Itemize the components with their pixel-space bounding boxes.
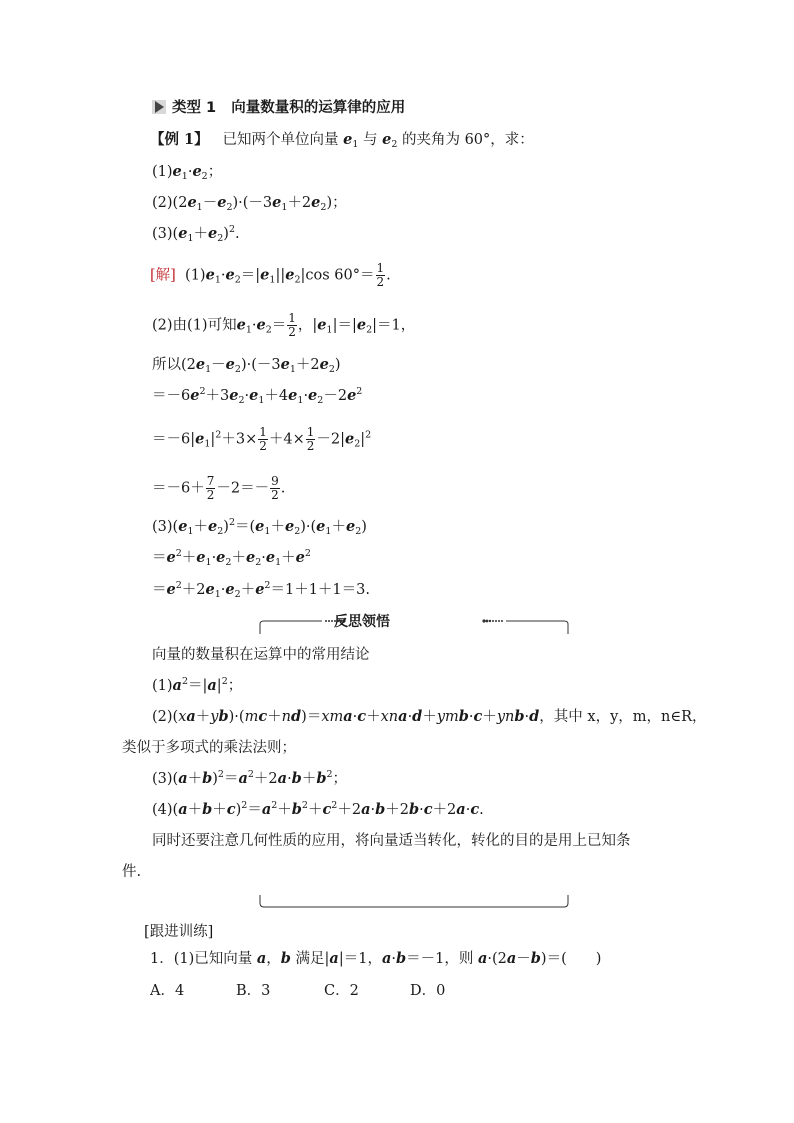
reflection-item-1: $(1)a^2=|a|^2$； bbox=[152, 676, 243, 694]
solution-expand-line: $=-6e^2+3e_2\cdot e_1+4e_1\cdot e_2-2e^2$ bbox=[152, 386, 363, 406]
practice-tag: [跟进训练] bbox=[144, 924, 214, 940]
reflection-title: 反思领悟 bbox=[334, 614, 390, 630]
example-item-1: $(1)e_1\cdot e_2$； bbox=[152, 163, 223, 182]
option-b: B．3 bbox=[236, 983, 271, 999]
reflection-note-line-1: 同时还要注意几何性质的应用，将向量适当转化，转化的目的是用上已知条 bbox=[152, 833, 631, 849]
example-question: 【例 1】 已知两个单位向量 $e_1$ 与 $e_2$ 的夹角为 60°，求： bbox=[150, 131, 534, 150]
practice-question: 1．(1)已知向量 a，b 满足|a|＝1，a·b＝－1，则 a·(2a－b)＝( ) bbox=[150, 950, 602, 967]
section-heading bbox=[152, 98, 405, 118]
option-c: C．2 bbox=[324, 983, 359, 999]
solution-substitute-line: $=-6|e_1|^2+3\times$ $\frac{1}{2}$ ＋4× $\frac{1}{2}$ $-2|e_2|^2$ bbox=[152, 425, 372, 453]
section-label: 类型 1 bbox=[172, 100, 217, 116]
answer-blank: ( ) bbox=[561, 951, 602, 967]
solution-result-line: ＝－6＋ $\frac{7}{2}$ －2＝－ $\frac{9}{2}$ . bbox=[152, 474, 286, 502]
section-title: 向量数量积的运算律的应用 bbox=[231, 100, 406, 116]
reflection-item-2: (2)(xa＋yb)·(mc＋nd)＝xma·c＋xna·d＋ymb·c＋ynb·d，其中 x，y，m，n∈R， bbox=[152, 708, 707, 725]
reflection-divider-top bbox=[258, 610, 570, 636]
play-triangle-icon bbox=[152, 100, 166, 114]
solution-step-2: (2)由(1)可知$e_1\cdot e_2=$ $\frac{1}{2}$ ，$|e_1|=|e_2|=1$， bbox=[152, 311, 416, 339]
option-d: D．0 bbox=[410, 983, 446, 999]
solution-tag: [解] bbox=[150, 267, 176, 284]
reflection-note-line-2: 件. bbox=[122, 864, 142, 880]
practice-options bbox=[150, 981, 445, 1001]
reflection-item-2-cont: 类似于多项式的乘法法则； bbox=[122, 740, 296, 756]
solution-step-1: [解] $(1)e_1\cdot e_2=|e_1||e_2|\cos$ 60°＝ $\frac{1}{2}$ . bbox=[150, 261, 391, 289]
reflection-intro: 向量的数量积在运算中的常用结论 bbox=[152, 647, 370, 663]
solution-step-3: $(3)(e_1+e_2)^2=(e_1+e_2)\cdot(e_1+e_2)$ bbox=[152, 517, 367, 537]
reflection-item-3: $(3)(a+b)^2=a^2+2a\cdot b+b^2$； bbox=[152, 769, 347, 787]
option-a: A．4 bbox=[150, 983, 185, 999]
solution-step-3-expand: $=e^2+e_1\cdot e_2+e_2\cdot e_1+e^2$ bbox=[152, 548, 311, 568]
example-tag: 【例 1】 bbox=[150, 131, 209, 148]
reflection-divider-bottom bbox=[258, 893, 570, 911]
example-item-2: $(2)(2e_1-e_2)\cdot(-3e_1+2e_2)$； bbox=[152, 194, 347, 213]
example-item-3: $(3)(e_1+e_2)^2$. bbox=[152, 224, 240, 244]
solution-step-3-result: $=e^2+2e_1\cdot e_2+e^2=1+1+1=3$. bbox=[152, 580, 370, 600]
solution-so-line: 所以$(2e_1-e_2)\cdot(-3e_1+2e_2)$ bbox=[152, 356, 341, 375]
reflection-item-4: $(4)(a+b+c)^2=a^2+b^2+c^2+2a\cdot b+2b\cdot c+2a\cdot c$. bbox=[152, 800, 484, 818]
